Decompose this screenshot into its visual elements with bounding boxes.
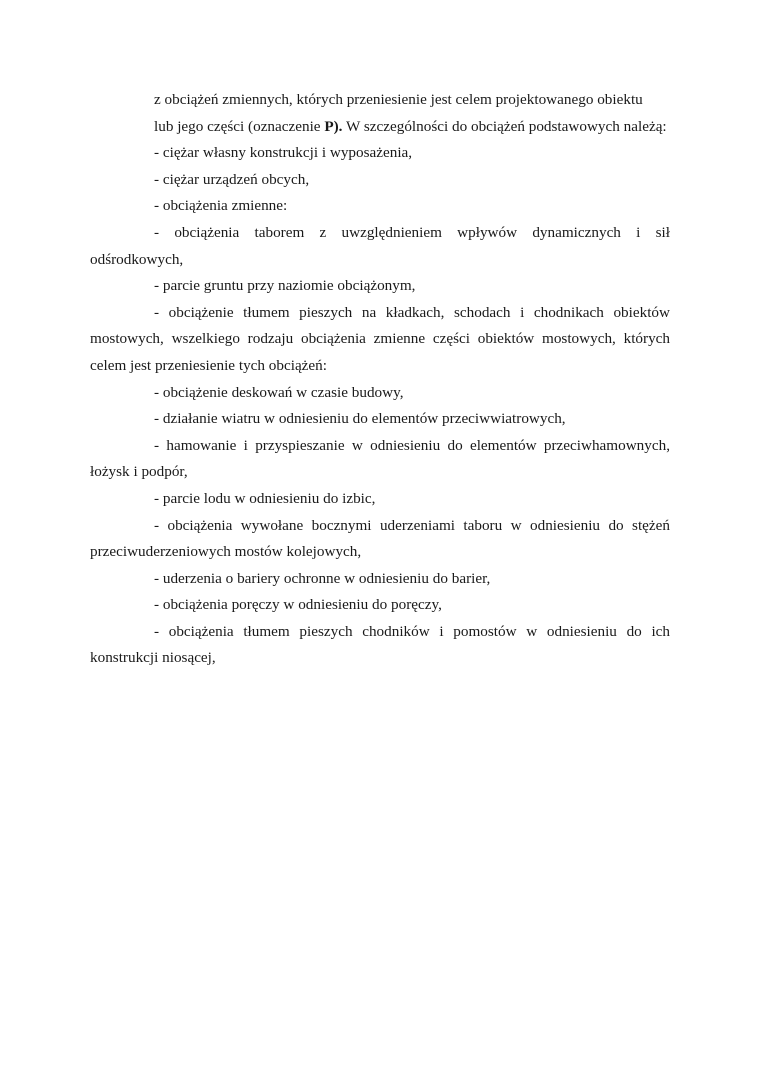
list-item: - obciążenia taborem z uwzględnieniem wpływów dynamicznych i sił odśrodkowych, [90, 223, 670, 268]
list-item: - obciążenia tłumem pieszych chodników i pomostów w odniesieniu do ich konstrukcji niosącej, [90, 622, 670, 667]
list-item: - parcie gruntu przy naziomie obciążonym, [154, 277, 416, 295]
designation-symbol: P). [324, 117, 343, 135]
list-item: - ciężar własny konstrukcji i wyposażenia, [154, 144, 413, 162]
list-item: - hamowanie i przyspieszanie w odniesieniu do elementów przeciwhamownych, łożysk i podpór, [90, 436, 670, 481]
list-item: - działanie wiatru w odniesieniu do elementów przeciwwiatrowych, [154, 410, 566, 428]
list-item: - obciążenia zmienne: [154, 197, 288, 215]
list-item: - parcie lodu w odniesieniu do izbic, [154, 489, 376, 507]
list-item: - ciężar urządzeń obcych, [154, 170, 310, 188]
intro-line-1: z obciążeń zmiennych, których przeniesienie jest celem projektowanego obiektu [154, 91, 643, 108]
list-item: - obciążenia wywołane bocznymi uderzeniami taboru w odniesieniu do stężeń przeciwuderzeniowych mostów kolejowych, [90, 516, 670, 561]
list-item: - obciążenia poręczy w odniesieniu do poręczy, [154, 596, 442, 614]
list-item: - obciążenie tłumem pieszych na kładkach, schodach i chodnikach obiektów mostowych, wszelkiego rodzaju obciążenia zmienne części obiektów mostowych, których celem jest przeniesienie tych obciążeń: [90, 303, 670, 374]
intro-paragraph [90, 114, 670, 141]
intro-text-before: lub jego części (oznaczenie [154, 117, 325, 135]
document-page [90, 87, 670, 672]
list-item: - uderzenia o bariery ochronne w odniesieniu do barier, [154, 569, 491, 587]
intro-text-after: W szczególności do obciążeń podstawowych należą: [342, 117, 667, 135]
list-item: - obciążenie deskowań w czasie budowy, [154, 383, 404, 401]
